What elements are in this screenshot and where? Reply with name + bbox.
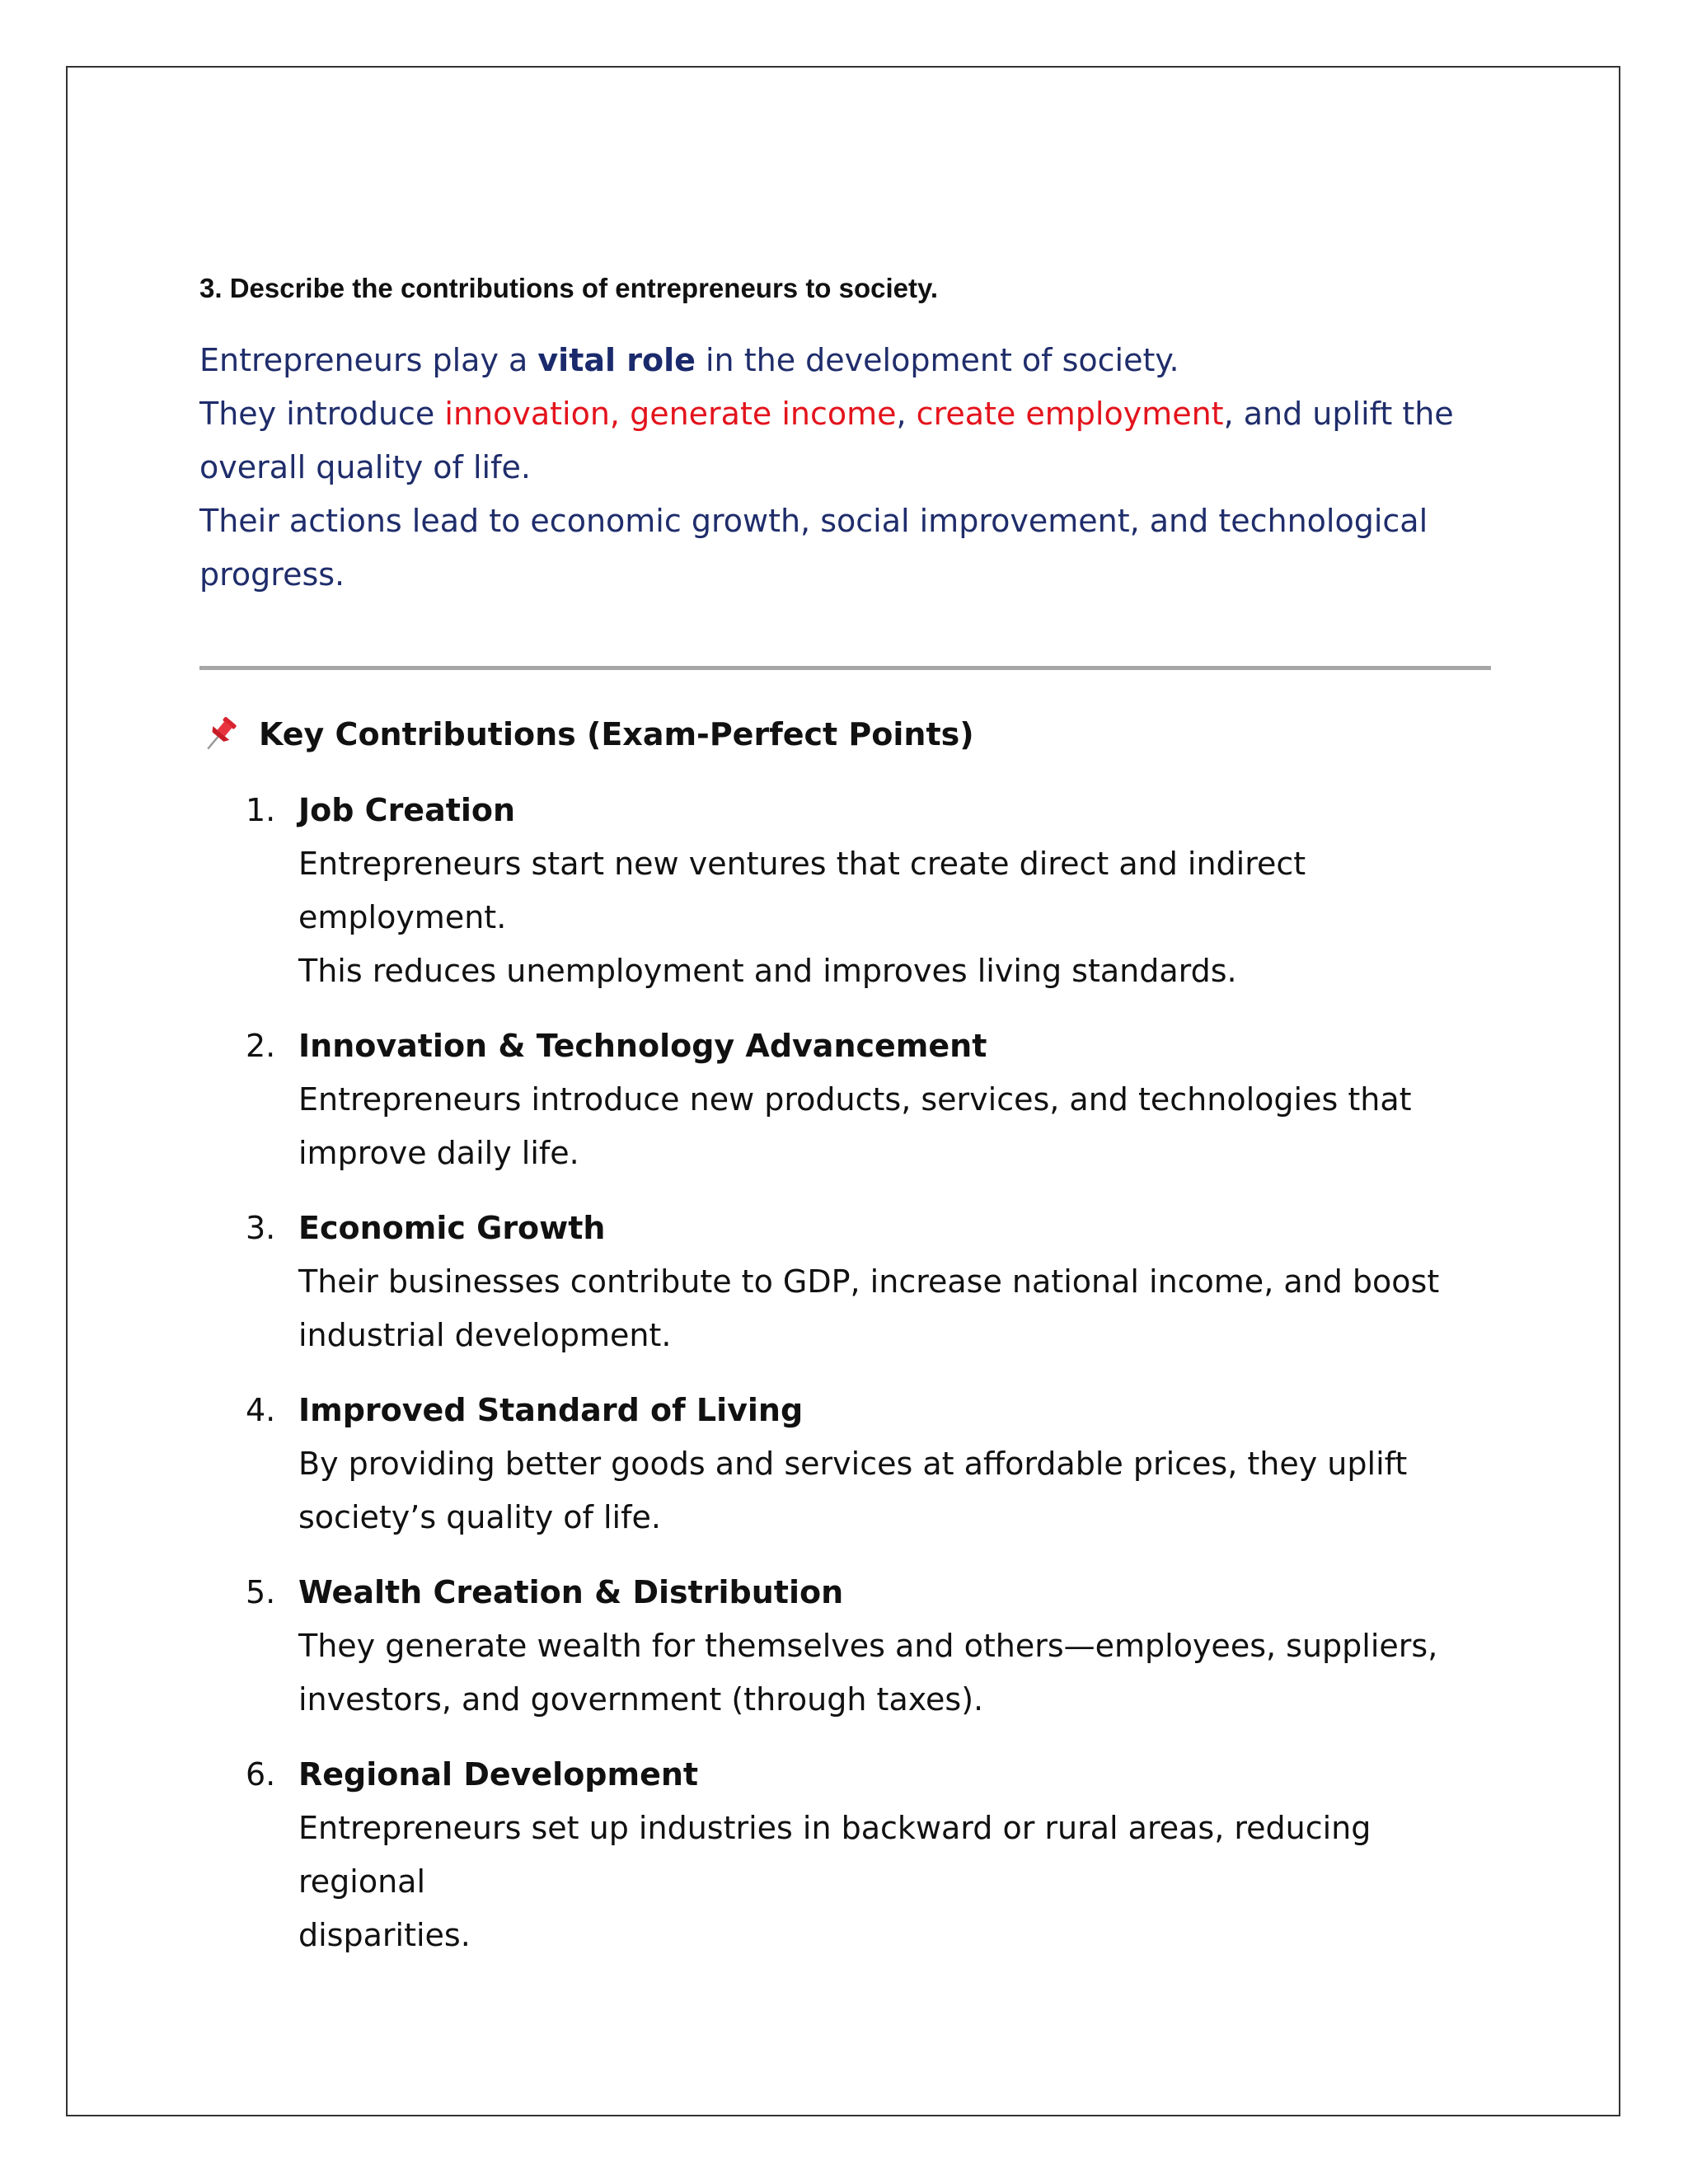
intro-line-2-pre: They introduce bbox=[199, 396, 445, 432]
list-item-number: 2. bbox=[246, 1028, 276, 1064]
key-contributions-heading bbox=[199, 710, 1493, 759]
list-item bbox=[199, 1748, 1493, 1962]
list-item-text: disparities. bbox=[298, 1917, 471, 1953]
list-item bbox=[199, 1019, 1493, 1180]
contributions-list bbox=[199, 784, 1493, 1962]
intro-highlight-employment: create employment bbox=[916, 396, 1224, 432]
intro-line-2 bbox=[199, 387, 1493, 441]
intro-line-5: progress. bbox=[199, 556, 345, 593]
list-item-title: Job Creation bbox=[298, 792, 516, 828]
list-item-title: Improved Standard of Living bbox=[298, 1392, 804, 1428]
document-content bbox=[199, 268, 1493, 1984]
intro-line-1-post: in the development of society. bbox=[695, 342, 1179, 378]
list-item-text: Entrepreneurs introduce new products, services, and technologies that bbox=[298, 1081, 1412, 1118]
intro-line-1 bbox=[199, 334, 1493, 387]
list-item bbox=[199, 784, 1493, 998]
list-item-title: Regional Development bbox=[298, 1756, 699, 1793]
list-item-text: improve daily life. bbox=[298, 1135, 579, 1171]
list-item-text: By providing better goods and services at affordable prices, they uplift bbox=[298, 1446, 1408, 1482]
intro-line-2-post: , and uplift the bbox=[1223, 396, 1454, 432]
list-item-title: Wealth Creation & Distribution bbox=[298, 1574, 844, 1610]
list-item-number: 5. bbox=[246, 1574, 276, 1610]
list-item-number: 3. bbox=[246, 1210, 276, 1246]
question-heading: 3. Describe the contributions of entrepreneurs to society. bbox=[199, 273, 939, 303]
list-item bbox=[199, 1202, 1493, 1362]
intro-bold-vital-role: vital role bbox=[537, 342, 696, 378]
list-item-text: Entrepreneurs start new ventures that create direct and indirect bbox=[298, 846, 1306, 882]
intro-paragraph bbox=[199, 334, 1493, 602]
list-item-text: society’s quality of life. bbox=[298, 1499, 661, 1535]
list-item-text: employment. bbox=[298, 899, 507, 935]
list-item-text: Their businesses contribute to GDP, increase national income, and boost bbox=[298, 1263, 1440, 1300]
intro-line-4: Their actions lead to economic growth, social improvement, and technological bbox=[199, 503, 1428, 539]
list-item bbox=[199, 1566, 1493, 1727]
list-item-title: Innovation & Technology Advancement bbox=[298, 1028, 987, 1064]
intro-highlight-innovation: innovation, generate income bbox=[444, 396, 897, 432]
intro-line-2-mid: , bbox=[896, 396, 917, 432]
list-item-number: 4. bbox=[246, 1392, 276, 1428]
list-item bbox=[199, 1384, 1493, 1544]
key-contributions-title: Key Contributions (Exam-Perfect Points) bbox=[259, 716, 974, 752]
list-item-number: 6. bbox=[246, 1756, 276, 1793]
list-item-number: 1. bbox=[246, 792, 276, 828]
list-item-text: They generate wealth for themselves and others—employees, suppliers, bbox=[298, 1628, 1438, 1664]
pushpin-icon bbox=[199, 714, 241, 755]
intro-line-3: overall quality of life. bbox=[199, 449, 531, 485]
list-item-title: Economic Growth bbox=[298, 1210, 606, 1246]
list-item-text: investors, and government (through taxes). bbox=[298, 1681, 984, 1718]
list-item-text: Entrepreneurs set up industries in backward or rural areas, reducing regional bbox=[298, 1810, 1372, 1900]
section-divider bbox=[199, 666, 1491, 670]
intro-line-1-pre: Entrepreneurs play a bbox=[199, 342, 538, 378]
list-item-text: industrial development. bbox=[298, 1317, 672, 1353]
list-item-text: This reduces unemployment and improves living standards. bbox=[298, 953, 1237, 989]
